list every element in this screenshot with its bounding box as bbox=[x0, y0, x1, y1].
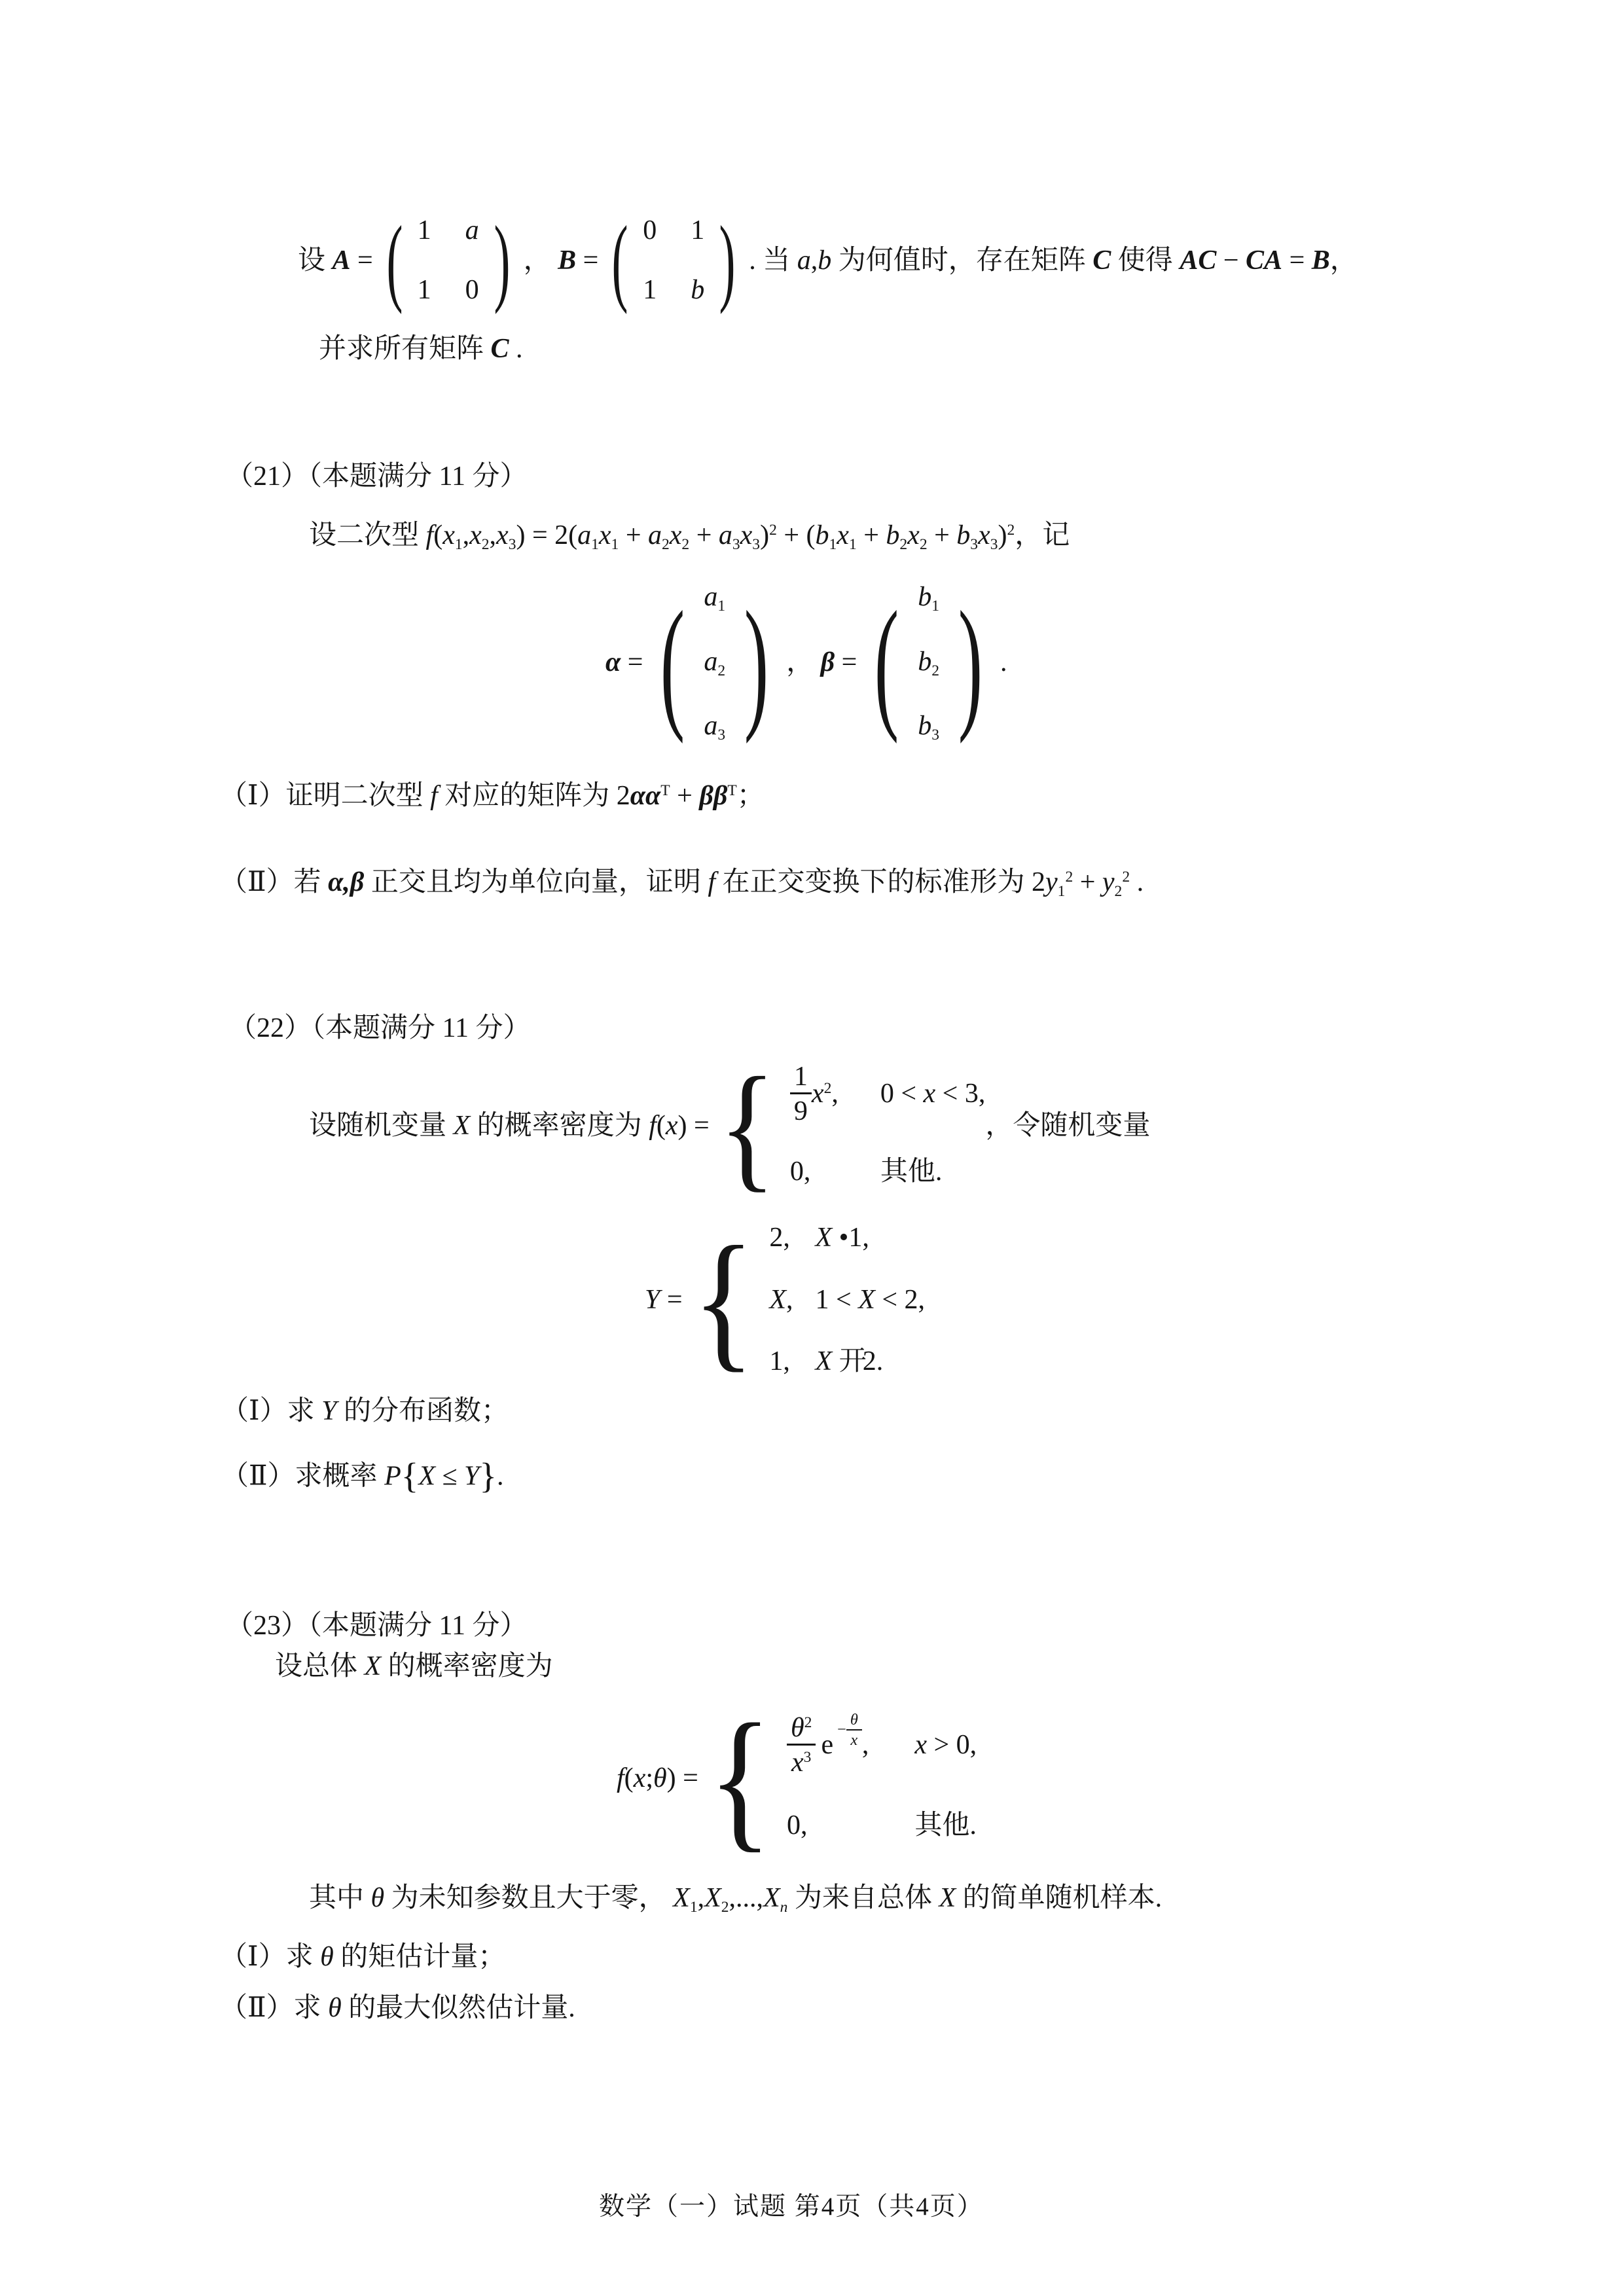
problem-22-part2: （Ⅱ）求概率 P{X ≤ Y}. bbox=[221, 1456, 504, 1496]
p23-lead: f(x;θ) = bbox=[617, 1763, 698, 1793]
y-row2-value: X , bbox=[769, 1284, 793, 1315]
pdf-rows bbox=[790, 1061, 985, 1191]
alpha-vector-cells bbox=[697, 579, 732, 747]
e-symbol: e bbox=[821, 1730, 834, 1761]
problem-20-statement-line1 bbox=[298, 208, 1358, 313]
exponent-minus: − bbox=[837, 1721, 846, 1739]
fraction-numerator: $\theta^2$ bbox=[791, 1712, 812, 1743]
p20-mid-text: ， B = bbox=[523, 245, 599, 276]
problem-21-quadratic-form: 设二次型 $f(x1,x2,x3) = 2(a1x1 + a2x2 + a3x3)^2 + (b1x1 + b2x2 + b3x3)^2$，记 bbox=[309, 520, 1070, 554]
matrix-cell: 0 bbox=[643, 215, 657, 246]
problem-23-sample-line: 其中 θ 为未知参数且大于零， X1,X2,...,Xn 为来自总体 X 的简单随机样本. bbox=[309, 1883, 1163, 1916]
matrix-A-cells bbox=[411, 212, 486, 308]
right-paren: ) bbox=[744, 580, 769, 744]
theta-row1-value bbox=[787, 1712, 869, 1779]
y-piecewise bbox=[687, 1214, 926, 1385]
vector-cell: a2 bbox=[704, 646, 726, 679]
fraction-one-ninth bbox=[790, 1061, 812, 1128]
matrix-cell: 1 bbox=[417, 275, 431, 305]
theta-row1-condition: x > 0, bbox=[914, 1730, 977, 1761]
p22-intro-text: 设随机变量 X 的概率密度为 f(x) = bbox=[309, 1110, 710, 1141]
right-paren: ) bbox=[958, 580, 983, 744]
pdf-piecewise bbox=[713, 1047, 986, 1204]
left-brace: { bbox=[692, 1214, 755, 1385]
left-brace: { bbox=[708, 1691, 772, 1865]
fraction-denominator: $x^3$ bbox=[787, 1744, 816, 1778]
matrix-cell: 1 bbox=[691, 215, 705, 246]
y-row3-condition: X 开2. bbox=[815, 1346, 884, 1377]
y-row1-condition: X •1, bbox=[815, 1222, 869, 1253]
pdf-row2-value: 0, bbox=[789, 1157, 811, 1187]
fraction-denominator: x bbox=[846, 1729, 862, 1749]
beta-vector-cells bbox=[911, 579, 946, 747]
alpha-equals: α = bbox=[605, 647, 643, 677]
p22-after-text: ，令随机变量 bbox=[985, 1110, 1151, 1141]
right-paren: ) bbox=[494, 206, 511, 315]
problem-22-density-line bbox=[309, 1047, 1151, 1204]
theta-piecewise bbox=[702, 1691, 977, 1865]
beta-vector bbox=[862, 579, 995, 747]
problem-23-header: （23）（本题满分 11 分） bbox=[226, 1611, 528, 1641]
right-paren: ) bbox=[719, 206, 736, 315]
matrix-B-cells bbox=[636, 212, 711, 308]
problem-21-vectors-display bbox=[605, 580, 1007, 744]
problem-23-part1: （Ⅰ）求 θ 的矩估计量； bbox=[220, 1942, 506, 1972]
row1-comma: , bbox=[861, 1730, 869, 1761]
pdf-row1-expr: $x^2$, bbox=[811, 1079, 839, 1109]
vector-cell: b2 bbox=[918, 646, 939, 679]
fraction-numerator: 1 bbox=[793, 1061, 808, 1092]
pdf-row1-value bbox=[790, 1061, 839, 1128]
vector-cell: b3 bbox=[918, 711, 939, 744]
exponent bbox=[837, 1712, 862, 1749]
matrix-A bbox=[378, 206, 518, 315]
fraction-denominator: 9 bbox=[790, 1092, 812, 1127]
pdf-row2-condition: 其他. bbox=[880, 1157, 943, 1187]
matrix-cell: b bbox=[691, 275, 705, 305]
left-paren: ( bbox=[386, 206, 403, 315]
y-rows bbox=[769, 1219, 925, 1380]
matrix-cell: a bbox=[465, 215, 479, 246]
problem-21-part1: （Ⅰ）证明二次型 f 对应的矩阵为 $2\alpha\alpha^T + \beta\beta^T$； bbox=[220, 781, 765, 811]
problem-21-part2: （Ⅱ）若 α,β 正交且均为单位向量，证明 f 在正交变换下的标准形为 $2y1^2 + y2^2$ . bbox=[220, 867, 1144, 901]
beta-equals: ， β = bbox=[786, 647, 857, 677]
y-equals: Y = bbox=[645, 1284, 683, 1315]
matrix-cell: 1 bbox=[643, 275, 657, 305]
problem-23-intro: 设总体 X 的概率密度为 bbox=[275, 1651, 553, 1681]
matrix-B bbox=[604, 206, 744, 315]
matrix-cell: 0 bbox=[465, 275, 479, 305]
vector-cell: a3 bbox=[704, 711, 726, 744]
pdf-row1-condition: 0 < x < 3, bbox=[880, 1079, 986, 1109]
problem-23-part2: （Ⅱ）求 θ 的最大似然估计量. bbox=[220, 1993, 575, 2023]
y-row2-condition: 1 < X < 2, bbox=[815, 1284, 926, 1315]
y-row1-value: 2, bbox=[769, 1222, 790, 1253]
vector-cell: a1 bbox=[704, 581, 726, 615]
fraction-theta2-x3 bbox=[787, 1712, 816, 1779]
matrix-cell: 1 bbox=[417, 215, 431, 246]
y-row3-value: 1, bbox=[769, 1346, 790, 1377]
problem-20-statement-line2: 并求所有矩阵 C . bbox=[319, 334, 523, 364]
left-paren: ( bbox=[875, 580, 899, 744]
problem-22-header: （22）（本题满分 11 分） bbox=[229, 1013, 531, 1043]
theta-rows bbox=[787, 1712, 977, 1844]
fraction-numerator: θ bbox=[850, 1710, 858, 1729]
p20-intro-text: 设 A = bbox=[298, 245, 373, 276]
display-period: . bbox=[1000, 647, 1007, 677]
alpha-vector bbox=[648, 579, 781, 747]
left-paren: ( bbox=[611, 206, 628, 315]
theta-row2-value: 0, bbox=[787, 1810, 808, 1841]
left-brace: { bbox=[718, 1047, 776, 1204]
exponent-fraction bbox=[846, 1712, 862, 1749]
page-footer: 数学（一）试题 第4页（共4页） bbox=[599, 2193, 984, 2221]
problem-22-part1: （Ⅰ）求 Y 的分布函数； bbox=[221, 1396, 509, 1426]
problem-23-density-display bbox=[617, 1691, 977, 1865]
left-paren: ( bbox=[660, 580, 685, 744]
theta-row2-condition: 其他. bbox=[914, 1810, 977, 1841]
problem-21-header: （21）（本题满分 11 分） bbox=[226, 461, 528, 492]
vector-cell: b1 bbox=[918, 581, 939, 615]
problem-22-Y-display bbox=[645, 1214, 926, 1385]
p20-post-text: . 当 a,b 为何值时，存在矩阵 C 使得 AC − CA = B， bbox=[749, 245, 1358, 276]
